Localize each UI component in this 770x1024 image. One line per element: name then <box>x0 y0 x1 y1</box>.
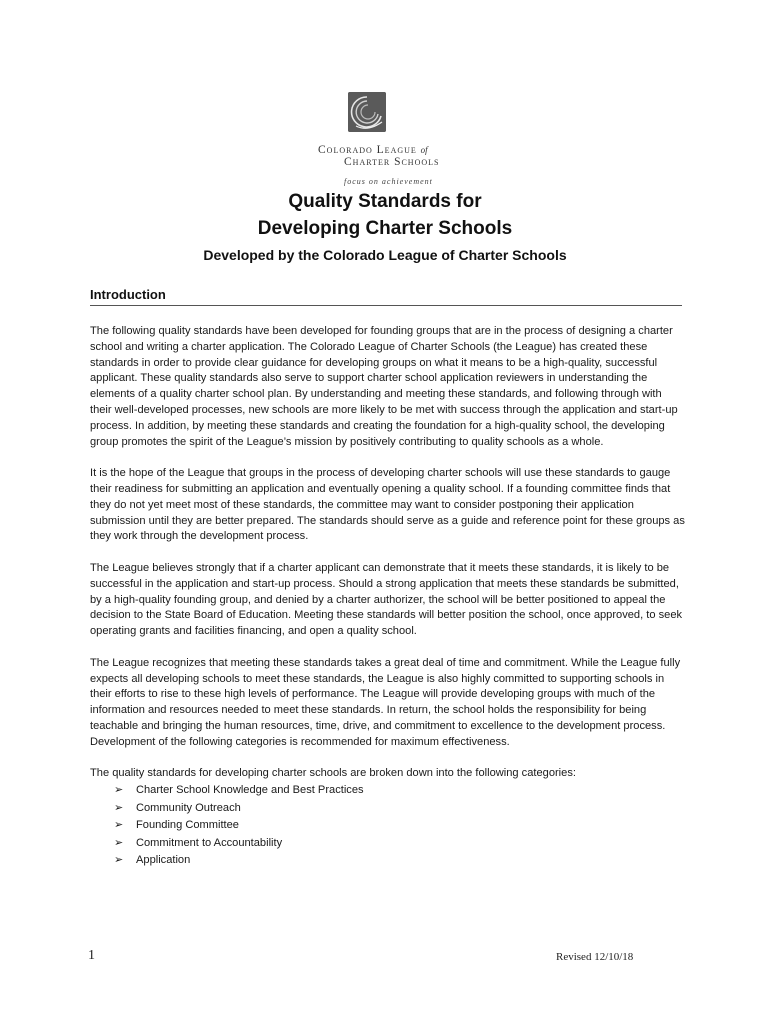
logo-name-line1: Colorado League <box>318 144 417 156</box>
paragraph-2: It is the hope of the League that groups in the process of developing charter schools will use these standards to gauge their readiness for submitting an application and eventually opening a quality school. If a founding committee finds that they do not yet meet most of these standards, the committee may want to consider postponing their application submission until they are better prepared. The standards should serve as a guide and reference point for these groups as they work through the development process. <box>90 467 685 543</box>
arrow-bullet-icon: ➢ <box>114 784 124 797</box>
page-number: 1 <box>88 948 95 963</box>
category-label: Commitment to Accountability <box>136 836 283 849</box>
category-label: Founding Committee <box>136 819 239 832</box>
logo-swirl-icon <box>348 92 386 132</box>
arrow-bullet-icon: ➢ <box>114 836 124 849</box>
paragraph-1: The following quality standards have been developed for founding groups that are in the process of designing a charter school and writing a charter application. The Colorado League of Charter Schools (the League) has created these standards in order to provide clear guidance for developing groups on what it means to be a high-quality, successful applicant. These quality standards also serve to support charter school application reviewers in understanding the elements of a quality charter school plan. By understanding and meeting these standards, and following through with their well-developed processes, new schools are more likely to be met with success through the application and start-up process. In addition, by meeting these standards and creating the foundation for a high-quality school, the developing group promotes the spirit of the League’s mission by positively contributing to quality schools as a whole. <box>90 325 678 448</box>
category-label: Community Outreach <box>136 801 241 814</box>
category-label: Charter School Knowledge and Best Practices <box>136 784 364 797</box>
document-title-line1: Quality Standards for <box>288 191 482 212</box>
list-item <box>114 835 685 853</box>
arrow-bullet-icon: ➢ <box>114 819 124 832</box>
logo-name-of: of <box>420 145 428 155</box>
arrow-bullet-icon: ➢ <box>114 801 124 814</box>
section-heading-introduction: Introduction <box>90 287 682 306</box>
logo-tagline: focus on achievement <box>344 177 433 186</box>
paragraph-3: The League believes strongly that if a charter applicant can demonstrate that it meets these standards, it is likely to be successful in the application and start-up process. Should a strong application that meets these standards be submitted, by a high-quality founding group, and denied by a charter authorizer, the school will be better positioned to appeal the decision to the State Board of Education. Meeting these standards will better position the school, once approved, to seek operating grants and facilities financing, and open a quality school. <box>90 561 683 638</box>
document-subtitle: Developed by the Colorado League of Charter Schools <box>203 247 567 263</box>
list-item <box>114 800 685 818</box>
document-body <box>90 324 685 870</box>
revision-date: Revised 12/10/18 <box>556 951 634 963</box>
document-title-line2: Developing Charter Schools <box>257 218 513 239</box>
list-item <box>114 852 685 870</box>
list-item <box>114 817 685 835</box>
paragraph-5: The quality standards for developing charter schools are broken down into the following categories: <box>90 767 576 780</box>
category-label: Application <box>136 854 191 867</box>
category-list <box>90 782 685 870</box>
league-logo <box>318 92 468 188</box>
arrow-bullet-icon: ➢ <box>114 854 124 867</box>
logo-name-line2: Charter Schools <box>344 156 440 168</box>
paragraph-4: The League recognizes that meeting these standards takes a great deal of time and commitment. While the League fully expects all developing schools to meet these standards, the League is also highly committed to supporting schools in their efforts to rise to these high levels of performance. The League will provide developing groups with much of the information and resources needed to meet these standards. In return, the school holds the responsibility for being teachable and bringing the human resources, time, drive, and commitment to excellence to the development process. Development of the following categories is recommended for maximum effectiveness. <box>90 656 681 748</box>
list-item <box>114 782 685 800</box>
logo-wordmark <box>318 144 468 168</box>
